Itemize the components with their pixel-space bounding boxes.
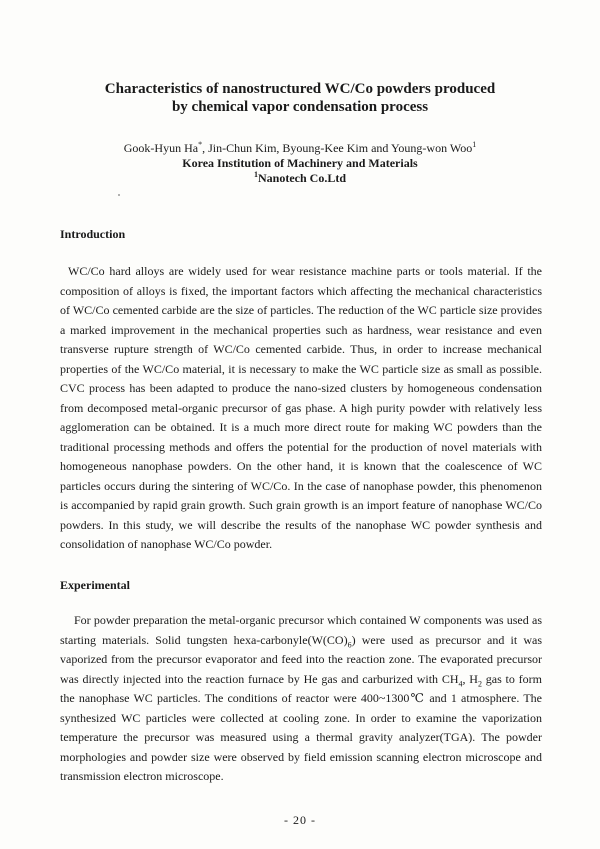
experimental-text-3: , H: [462, 671, 478, 686]
experimental-text-2: ) were used as precursor and it was vaporized from the precursor evaporator and feed into the reaction zone. The evaporated precursor was directly injected into the reaction furnace by He gas and carburized with CH: [60, 632, 542, 686]
author-others: , Jin-Chun Kim, Byoung-Kee Kim and Young-won Woo: [202, 141, 473, 155]
subscript-2: 2: [477, 678, 482, 688]
title-line-2: by chemical vapor condensation process: [171, 99, 429, 115]
paper-title: [60, 80, 540, 116]
affiliation-2-mark: 1: [253, 170, 258, 179]
introduction-paragraph: WC/Co hard alloys are widely used for wear resistance machine parts or tools material. If the composition of alloys is fixed, the important factors which affecting the mechanical characteristics of WC/Co cemented carbide are the size of particles. The reduction of the WC particle size provides a marked improvement in the mechanical properties such as hardness, wear resistance and even transverse rupture strength of WC/Co cemented carbide. Thus, in order to increase mechanical properties of the WC/Co material, it is necessary to make the WC particle size as small as possible. CVC process has been adapted to produce the nano-sized clusters by homogeneous condensation from decomposed metal-organic precursor of gas phase. A high purity powder with relatively less agglomeration can be obtained. It is a much more direct route for making WC powders than the traditional processing methods and offers the potential for the production of novel materials with homogeneous nanophase powders. On the other hand, it is known that the coalescence of WC particles occurs during the sintering of WC/Co. In the case of nanophase powder, this phenomenon is accompanied by rapid grain growth. Such grain growth is an import feature of nanophase WC/Co powders. In this study, we will describe the results of the nanophase WC powder synthesis and consolidation of nanophase WC/Co powder.: [60, 264, 542, 551]
affiliation-mark: 1: [472, 140, 477, 149]
experimental-text-1: For powder preparation the metal-organic precursor which contained W components was used as starting materials. Solid tungsten hexa-carbonyle(W(CO): [60, 613, 542, 647]
affiliation-1: Korea Institution of Machinery and Materials: [182, 156, 418, 170]
page-number: - 20 -: [284, 813, 316, 827]
corresponding-mark: *: [198, 140, 203, 149]
author-names: [60, 141, 540, 156]
experimental-paragraph: [60, 611, 542, 787]
affiliation-2-line: [60, 171, 540, 186]
author-first: Gook-Hyun Ha: [123, 141, 199, 155]
experimental-heading: Experimental: [60, 578, 130, 592]
subscript-4: 4: [458, 678, 463, 688]
scan-speck: [118, 194, 120, 196]
subscript-6: 6: [347, 639, 352, 649]
author-block: [60, 141, 540, 186]
title-line-1: Characteristics of nanostructured WC/Co powders produced: [104, 81, 496, 97]
introduction-heading: Introduction: [60, 227, 126, 241]
affiliation-2: Nanotech Co.Ltd: [257, 171, 346, 185]
experimental-text-4: gas to form the nanophase WC particles. The conditions of reactor were 400~1300℃ and 1 atmosphere. The synthesized WC particles were collected at cooling zone. In order to examine the vaporization temperature the precursor was measured using a thermal gravity analyzer(TGA). The powder morphologies and powder size were observed by field emission scanning electron microscope and transmission electron microscope.: [60, 671, 543, 783]
